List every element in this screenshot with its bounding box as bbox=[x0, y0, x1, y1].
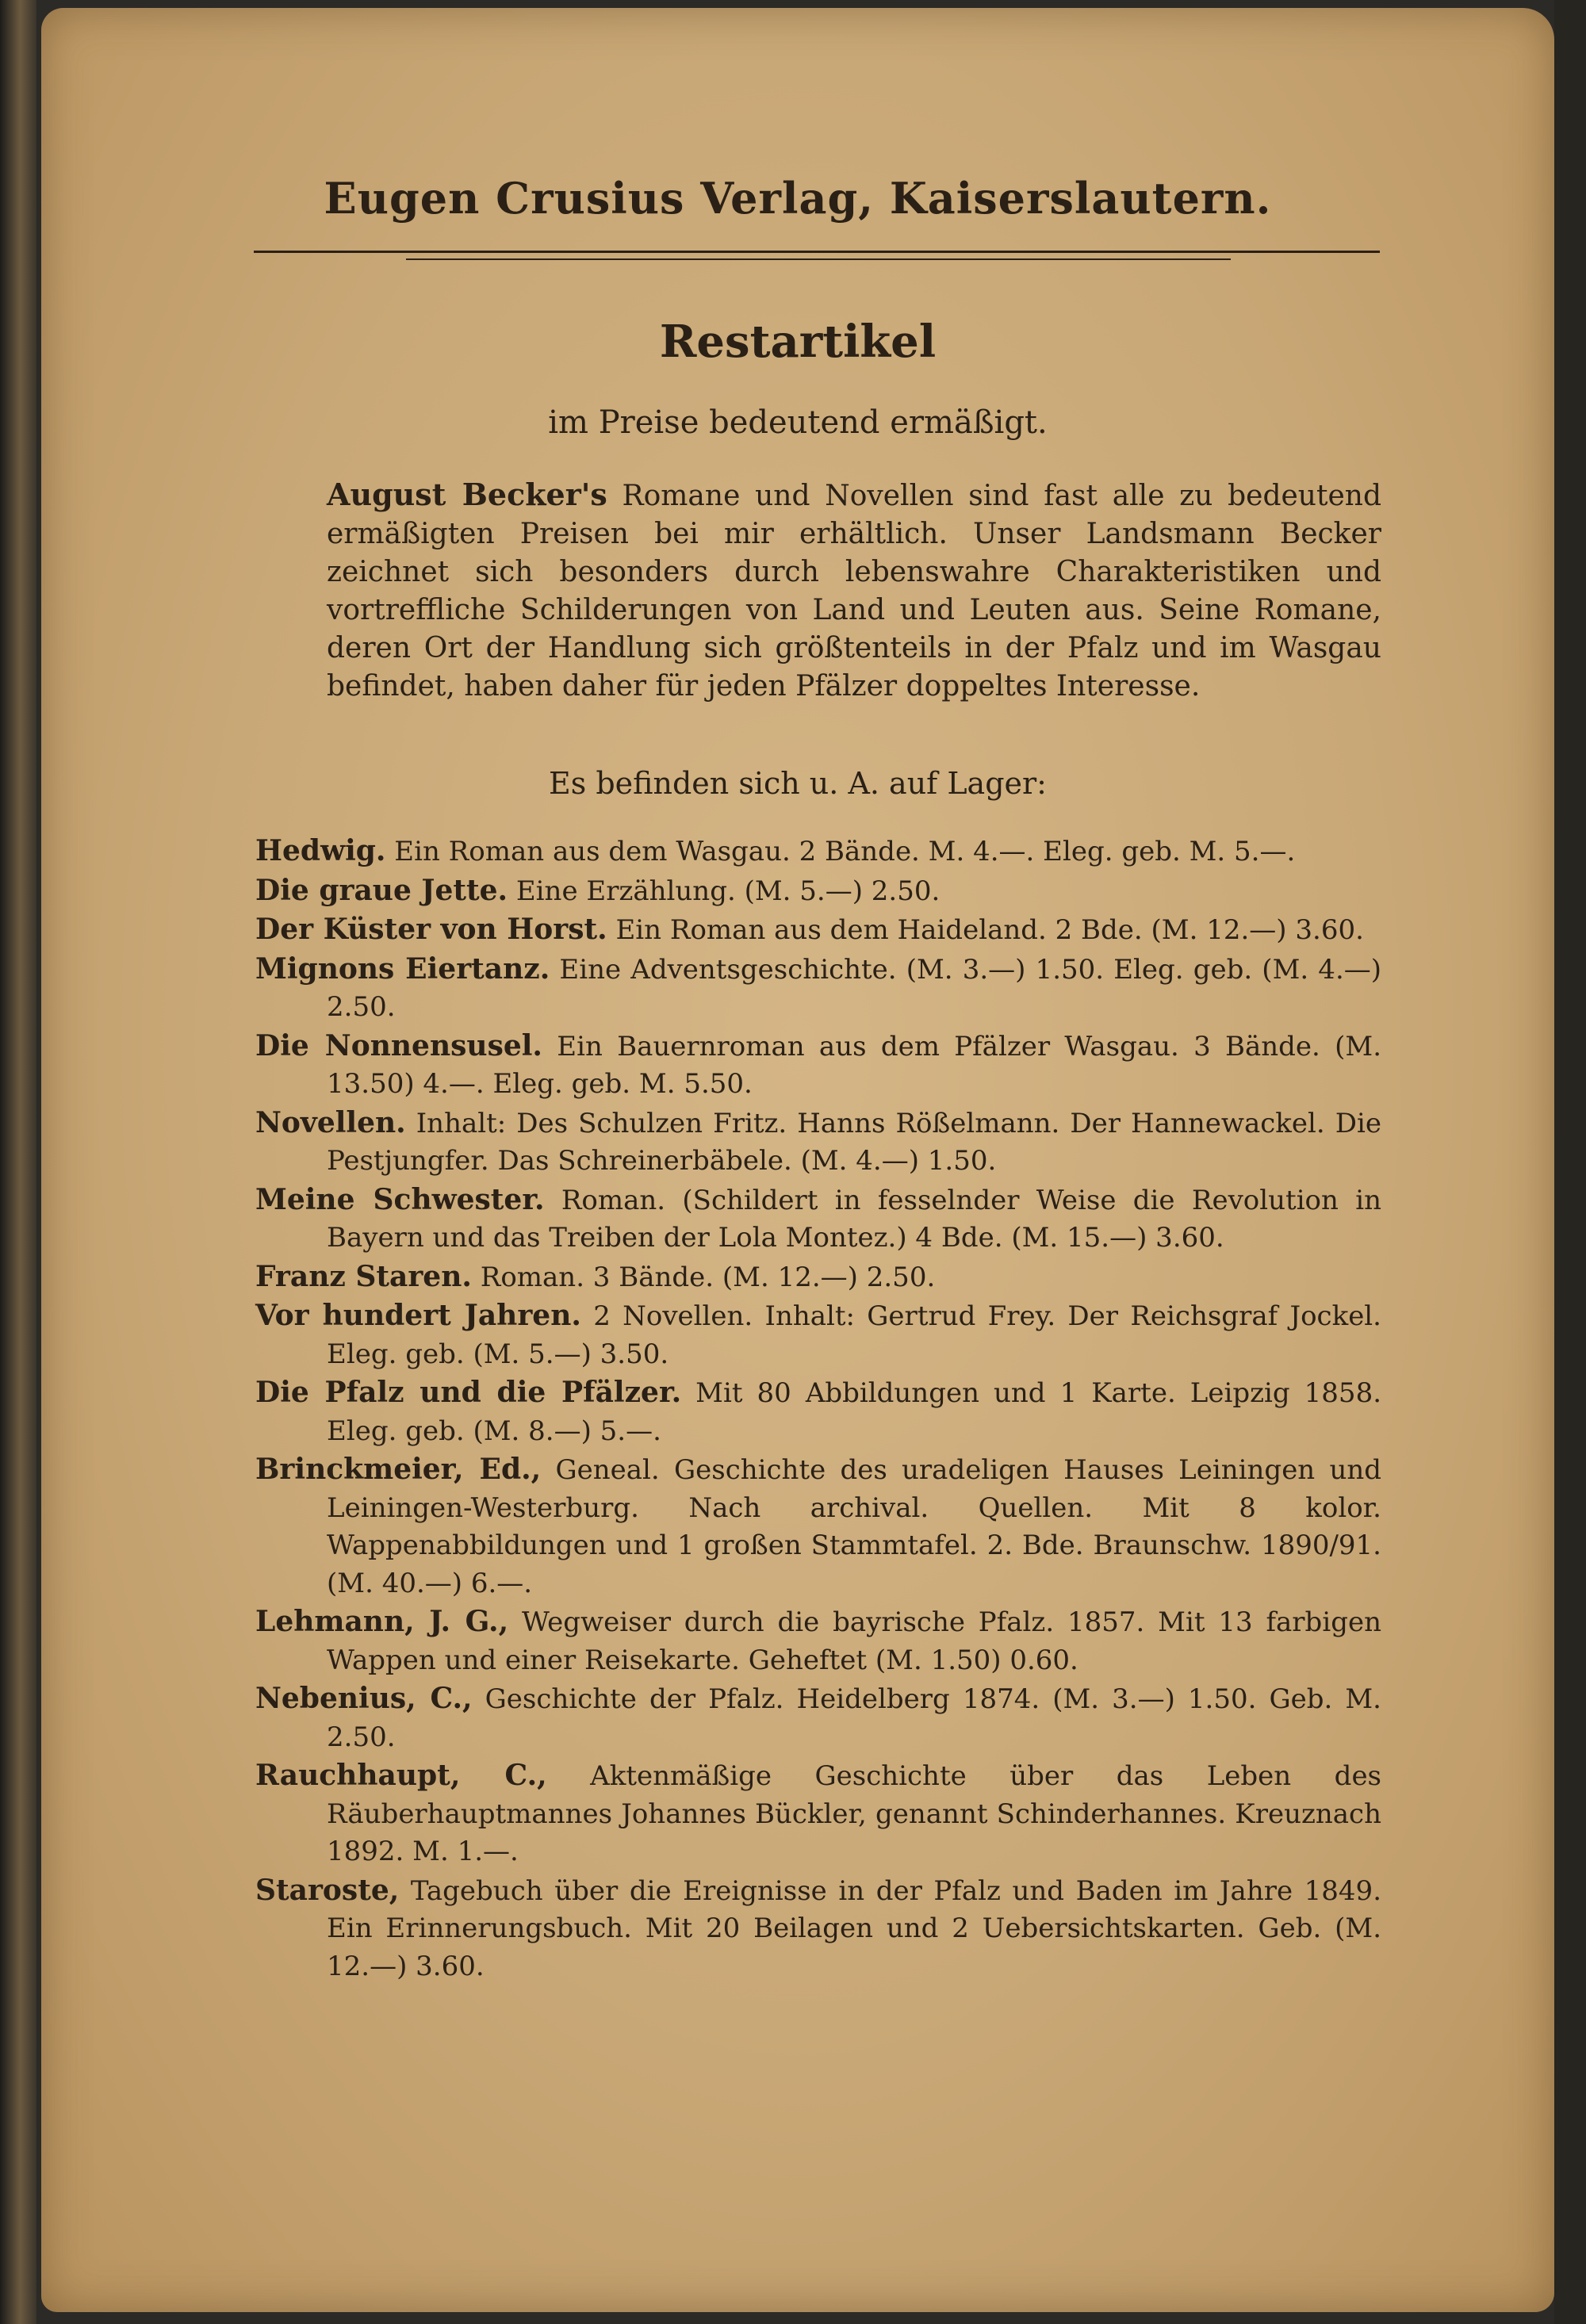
entry-title: Vor hundert Jahren. bbox=[255, 1299, 581, 1332]
list-item bbox=[255, 1258, 1381, 1297]
list-item bbox=[255, 1297, 1381, 1373]
entry-text: Mit 80 Abbildungen und 1 Karte. Leipzig 1858. Eleg. geb. (M. 8.—) 5.—. bbox=[327, 1377, 1382, 1447]
entry-text: Wegweiser durch die bayrische Pfalz. 1857. Mit 13 farbigen Wappen und einer Reisekarte. Geheftet (M. 1.50) 0.60. bbox=[327, 1606, 1381, 1676]
entry-text: Roman. (Schildert in fesselnder Weise die Revolution in Bayern und das Treiben der Lola Montez.) 4 Bde. (M. 15.—) 3.60. bbox=[327, 1184, 1381, 1254]
document-page bbox=[41, 8, 1554, 2312]
entry-text: Geneal. Geschichte des uradeligen Hauses Leiningen und Leiningen-Westerburg. Nach archival. Quellen. Mit 8 kolor. Wappenabbildungen und 1 großen Stammtafel. 2. Bde. Braunschw. 1890/91. (M. 40.—) 6.—. bbox=[327, 1454, 1382, 1599]
entry-text: Roman. 3 Bände. (M. 12.—) 2.50. bbox=[480, 1261, 936, 1293]
entry-text: Ein Roman aus dem Wasgau. 2 Bände. M. 4.—. Eleg. geb. M. 5.—. bbox=[394, 836, 1296, 867]
entry-title: Staroste, bbox=[255, 1873, 400, 1907]
publisher-header: Eugen Crusius Verlag, Kaiserslautern. bbox=[324, 173, 1272, 224]
header-rule bbox=[254, 251, 1380, 253]
entry-title: Lehmann, J. G., bbox=[255, 1605, 509, 1638]
list-item bbox=[255, 833, 1381, 871]
entry-title: Franz Staren. bbox=[255, 1259, 472, 1293]
stock-heading: Es befinden sich u. A. auf Lager: bbox=[549, 766, 1047, 801]
entry-text: Eine Erzählung. (M. 5.—) 2.50. bbox=[515, 875, 940, 907]
entry-title: Meine Schwester. bbox=[255, 1182, 545, 1216]
list-item bbox=[255, 872, 1381, 911]
entry-text: Ein Roman aus dem Haideland. 2 Bde. (M. 12.—) 3.60. bbox=[615, 914, 1364, 946]
list-item bbox=[255, 1757, 1381, 1871]
header-rule-thin bbox=[406, 258, 1231, 260]
list-item bbox=[255, 1105, 1381, 1181]
list-item bbox=[255, 1374, 1381, 1450]
intro-text: Romane und Novellen sind fast alle zu bedeutend ermäßigten Preisen bei mir erhältlich. Unser Landsmann Becker zeichnet sich besonders durch lebenswahre Charakteristiken und vortreffliche Schilderungen von Land und Leuten aus. Seine Romane, deren Ort der Handlung sich größtenteils in der Pfalz und im Wasgau befindet, haben daher für jeden Pfälzer doppeltes Interesse. bbox=[327, 480, 1381, 703]
list-item bbox=[255, 1028, 1381, 1104]
entry-text: 2 Novellen. Inhalt: Gertrud Frey. Der Reichsgraf Jockel. Eleg. geb. (M. 5.—) 3.50. bbox=[327, 1300, 1381, 1370]
entry-title: Rauchhaupt, C., bbox=[255, 1759, 547, 1792]
entry-title: Die Nonnensusel. bbox=[255, 1028, 542, 1062]
entry-title: Brinckmeier, Ed., bbox=[255, 1453, 542, 1486]
entry-title: Nebenius, C., bbox=[255, 1682, 473, 1715]
entry-title: Die Pfalz und die Pfälzer. bbox=[255, 1376, 682, 1409]
background-edge bbox=[1554, 0, 1586, 2324]
entry-text: Geschichte der Pfalz. Heidelberg 1874. (M. 3.—) 1.50. Geb. M. 2.50. bbox=[327, 1683, 1381, 1753]
page-title: Restartikel bbox=[659, 316, 937, 368]
list-item bbox=[255, 1680, 1381, 1756]
list-item bbox=[255, 1872, 1381, 1986]
adjacent-page-edge bbox=[0, 0, 36, 2324]
page-subtitle: im Preise bedeutend ermäßigt. bbox=[548, 404, 1048, 441]
entry-text: Eine Adventsgeschichte. (M. 3.—) 1.50. Eleg. geb. (M. 4.—) 2.50. bbox=[327, 953, 1382, 1023]
book-list bbox=[255, 833, 1381, 1986]
entry-title: Mignons Eiertanz. bbox=[255, 951, 550, 986]
list-item bbox=[255, 1181, 1381, 1258]
intro-paragraph bbox=[327, 476, 1381, 706]
list-item bbox=[255, 951, 1381, 1027]
entry-title: Hedwig. bbox=[255, 834, 386, 867]
entry-title: Novellen. bbox=[255, 1105, 406, 1139]
entry-title: Der Küster von Horst. bbox=[255, 913, 607, 946]
list-item bbox=[255, 1603, 1381, 1679]
entry-text: Tagebuch über die Ereignisse in der Pfalz und Baden im Jahre 1849. Ein Erinnerungsbuch. Mit 20 Beilagen und 2 Uebersichtskarten. Geb. (M. 12.—) 3.60. bbox=[327, 1874, 1381, 1982]
list-item bbox=[255, 911, 1381, 950]
entry-text: Ein Bauernroman aus dem Pfälzer Wasgau. 3 Bände. (M. 13.50) 4.—. Eleg. geb. M. 5.50. bbox=[327, 1030, 1382, 1100]
intro-lead: August Becker's bbox=[327, 477, 607, 512]
entry-text: Inhalt: Des Schulzen Fritz. Hanns Rößelmann. Der Hannewackel. Die Pestjungfer. Das Schreinerbäbele. (M. 4.—) 1.50. bbox=[327, 1107, 1381, 1177]
list-item bbox=[255, 1451, 1381, 1602]
entry-title: Die graue Jette. bbox=[255, 873, 508, 907]
entry-text: Aktenmäßige Geschichte über das Leben des Räuberhauptmannes Johannes Bückler, genannt Schinderhannes. Kreuznach 1892. M. 1.—. bbox=[327, 1760, 1382, 1867]
